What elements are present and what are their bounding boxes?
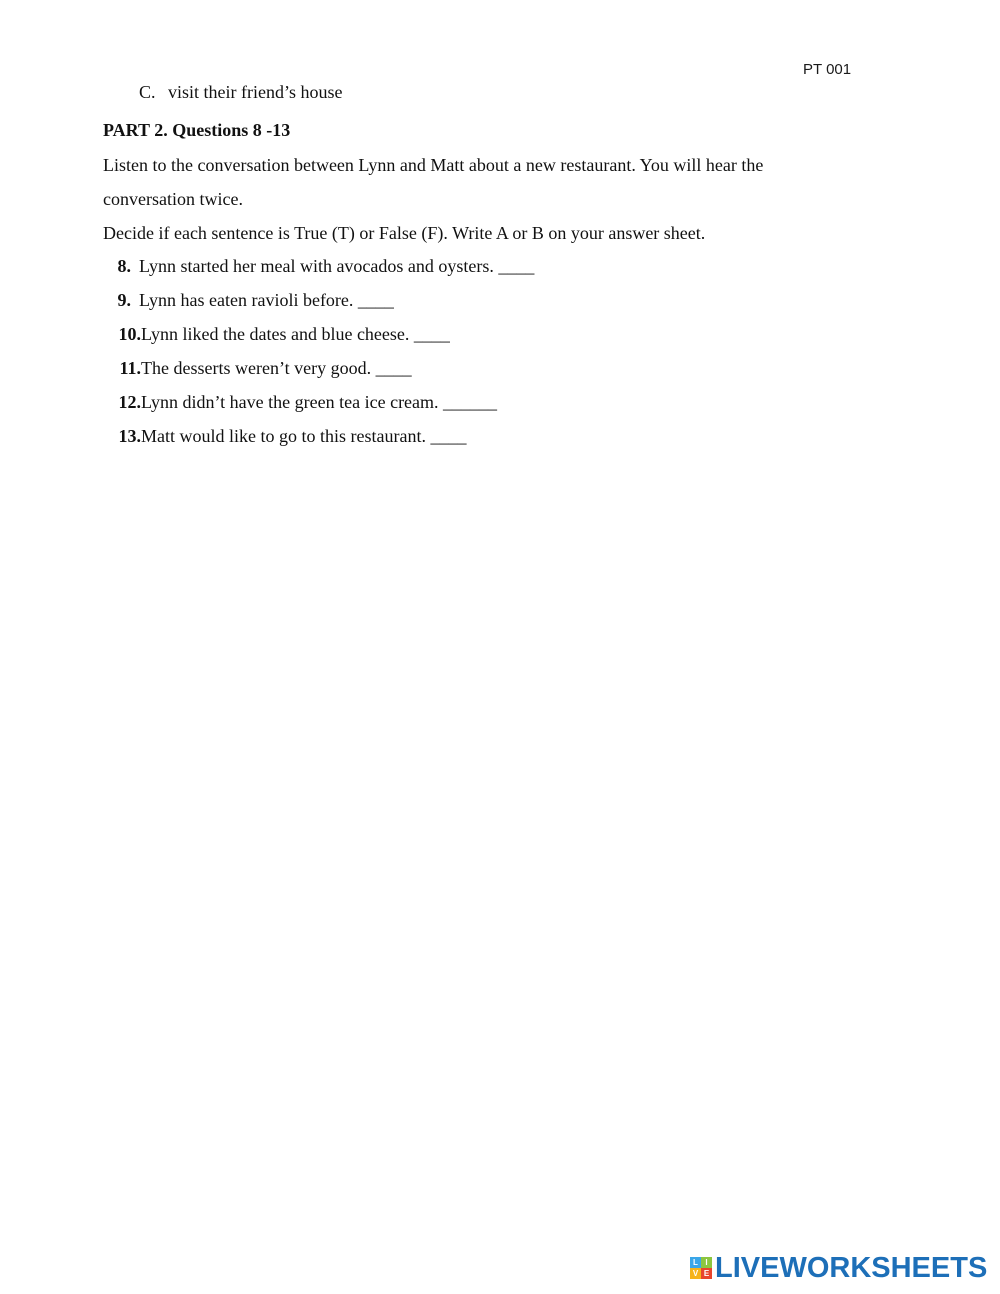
question-item [103,391,534,425]
question-number: 13. [118,426,141,446]
part-title: PART 2. Questions 8 -13 [103,120,291,140]
answer-option-c [139,81,342,103]
logo-mark-letter: E [701,1268,712,1279]
question-number: 8. [117,256,131,276]
question-item [103,323,534,357]
question-item [103,425,534,459]
logo-mark-icon [690,1257,712,1279]
question-text: Matt would like to go to this restaurant. ____ [141,426,467,446]
question-text: Lynn started her meal with avocados and oysters. ____ [139,256,535,276]
question-text: The desserts weren’t very good. ____ [141,358,412,378]
question-item [103,357,534,391]
question-item [103,255,534,289]
option-letter: C. [139,82,156,102]
question-item [103,289,534,323]
page-code: PT 001 [803,61,852,78]
question-number: 12. [118,392,141,412]
question-text: Lynn has eaten ravioli before. ____ [139,290,394,310]
instruction-line-2: conversation twice. [103,189,243,209]
liveworksheets-logo [690,1253,987,1283]
option-text: visit their friend’s house [168,82,343,102]
question-text: Lynn didn’t have the green tea ice cream. ______ [141,392,498,412]
question-number: 10. [118,324,141,344]
instruction-line-1: Listen to the conversation between Lynn and Matt about a new restaurant. You will hear the [103,155,764,175]
logo-mark-letter: L [690,1257,701,1268]
logo-mark-letter: I [701,1257,712,1268]
question-number: 11. [119,358,141,378]
question-list [103,255,534,459]
question-number: 9. [117,290,131,310]
logo-mark-letter: V [690,1268,701,1279]
instruction-line-3: Decide if each sentence is True (T) or False (F). Write A or B on your answer sheet. [103,223,706,243]
logo-text: LIVEWORKSHEETS [715,1252,988,1284]
question-text: Lynn liked the dates and blue cheese. ____ [141,324,450,344]
